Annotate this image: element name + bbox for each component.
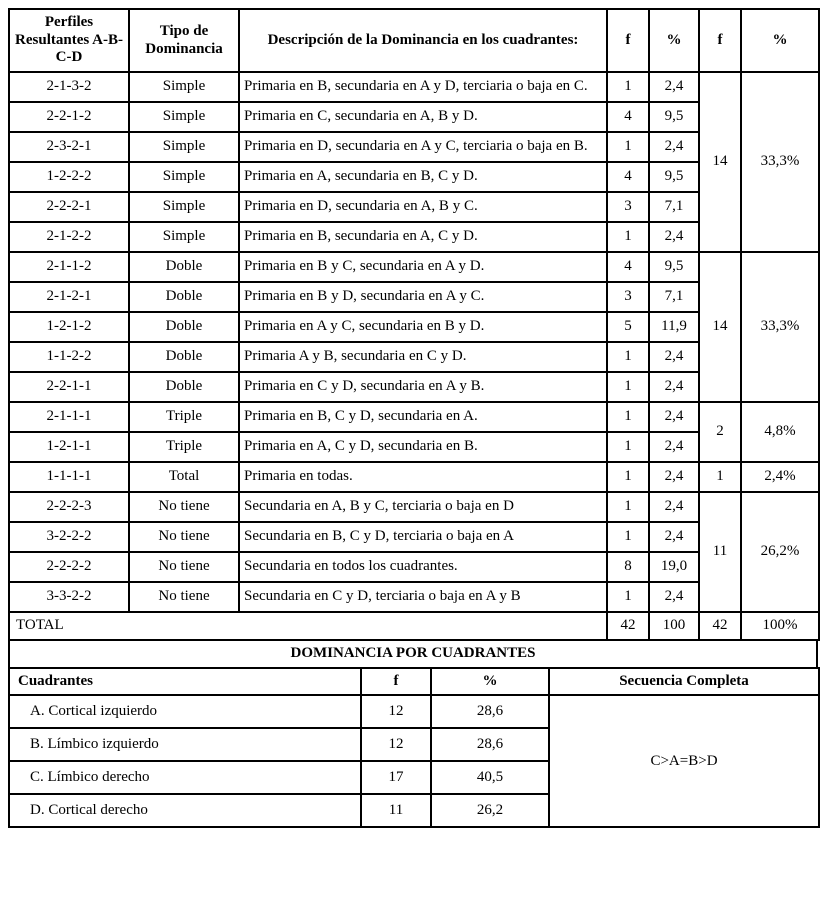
dominance-type-cell: Doble — [129, 312, 239, 342]
total-f2-cell: 42 — [699, 612, 741, 640]
group-percent-cell: 4,8% — [741, 402, 819, 462]
profile-cell: 2-1-2-1 — [9, 282, 129, 312]
dominance-type-cell: Simple — [129, 72, 239, 102]
description-cell: Primaria A y B, secundaria en C y D. — [239, 342, 607, 372]
quadrant-frequency-cell: 12 — [361, 728, 431, 761]
quadrants-pct-header: % — [431, 668, 549, 696]
percent-cell: 7,1 — [649, 282, 699, 312]
percent-cell: 2,4 — [649, 582, 699, 612]
percent-cell: 2,4 — [649, 222, 699, 252]
profile-row — [9, 132, 819, 162]
total-pct1-cell: 100 — [649, 612, 699, 640]
description-cell: Primaria en B, secundaria en A, C y D. — [239, 222, 607, 252]
section-title-bar — [8, 639, 818, 669]
frequency-cell: 4 — [607, 102, 649, 132]
profile-row — [9, 432, 819, 462]
percent-cell: 2,4 — [649, 462, 699, 492]
profile-cell: 2-3-2-1 — [9, 132, 129, 162]
dominance-type-cell: Total — [129, 462, 239, 492]
group-frequency-cell: 2 — [699, 402, 741, 462]
frequency-cell: 8 — [607, 552, 649, 582]
percent-cell: 9,5 — [649, 252, 699, 282]
profile-row — [9, 162, 819, 192]
profile-row — [9, 402, 819, 432]
frequency-cell: 1 — [607, 72, 649, 102]
group-frequency-cell: 14 — [699, 72, 741, 252]
profile-row — [9, 192, 819, 222]
profile-row — [9, 522, 819, 552]
dominance-type-cell: Doble — [129, 252, 239, 282]
profile-row — [9, 222, 819, 252]
dominance-type-cell: No tiene — [129, 582, 239, 612]
percent-cell: 2,4 — [649, 492, 699, 522]
percent-cell: 2,4 — [649, 432, 699, 462]
frequency-cell: 5 — [607, 312, 649, 342]
profile-cell: 2-1-2-2 — [9, 222, 129, 252]
profile-cell: 1-2-1-2 — [9, 312, 129, 342]
description-cell: Secundaria en B, C y D, terciaria o baja en A — [239, 522, 607, 552]
quadrant-label-cell: B. Límbico izquierdo — [9, 728, 361, 761]
quadrant-percent-cell: 26,2 — [431, 794, 549, 827]
profile-cell: 1-1-1-1 — [9, 462, 129, 492]
profile-row — [9, 252, 819, 282]
percent-cell: 2,4 — [649, 402, 699, 432]
description-cell: Secundaria en todos los cuadrantes. — [239, 552, 607, 582]
frequency-cell: 1 — [607, 582, 649, 612]
profile-cell: 3-2-2-2 — [9, 522, 129, 552]
description-cell: Primaria en B y D, secundaria en A y C. — [239, 282, 607, 312]
dominance-type-cell: No tiene — [129, 552, 239, 582]
description-cell: Primaria en todas. — [239, 462, 607, 492]
percent-cell: 7,1 — [649, 192, 699, 222]
description-cell: Secundaria en A, B y C, terciaria o baja en D — [239, 492, 607, 522]
sequence-value-cell: C>A=B>D — [549, 695, 819, 827]
frequency-cell: 1 — [607, 432, 649, 462]
dominance-type-cell: Doble — [129, 342, 239, 372]
quadrant-row — [9, 695, 819, 728]
percent-cell: 2,4 — [649, 522, 699, 552]
total-pct2-cell: 100% — [741, 612, 819, 640]
quadrants-table — [8, 667, 820, 829]
percent-cell: 9,5 — [649, 102, 699, 132]
group-percent-cell: 33,3% — [741, 252, 819, 402]
total-label-cell: TOTAL — [9, 612, 607, 640]
group-frequency-cell: 14 — [699, 252, 741, 402]
frequency-cell: 1 — [607, 522, 649, 552]
profile-cell: 2-2-1-1 — [9, 372, 129, 402]
quadrant-percent-cell: 28,6 — [431, 695, 549, 728]
group-frequency-cell: 1 — [699, 462, 741, 492]
quadrants-header-row — [9, 668, 819, 696]
profile-row — [9, 372, 819, 402]
dominance-type-cell: No tiene — [129, 492, 239, 522]
quadrant-percent-cell: 28,6 — [431, 728, 549, 761]
dominance-type-cell: Simple — [129, 192, 239, 222]
frequency-cell: 1 — [607, 222, 649, 252]
group-percent-cell: 33,3% — [741, 72, 819, 252]
description-cell: Primaria en A y C, secundaria en B y D. — [239, 312, 607, 342]
description-cell: Primaria en C, secundaria en A, B y D. — [239, 102, 607, 132]
percent-cell: 11,9 — [649, 312, 699, 342]
quadrants-col-header: Cuadrantes — [9, 668, 361, 696]
percent-cell: 2,4 — [649, 342, 699, 372]
main-table-body — [9, 72, 819, 612]
quadrant-label-cell: C. Límbico derecho — [9, 761, 361, 794]
description-cell: Primaria en D, secundaria en A y C, terciaria o baja en B. — [239, 132, 607, 162]
dominance-type-cell: Simple — [129, 102, 239, 132]
frequency-cell: 1 — [607, 402, 649, 432]
dominance-type-cell: Simple — [129, 162, 239, 192]
dominance-type-cell: Simple — [129, 132, 239, 162]
dominance-type-cell: Doble — [129, 372, 239, 402]
frequency-cell: 1 — [607, 462, 649, 492]
percent-cell: 19,0 — [649, 552, 699, 582]
frequency-cell: 4 — [607, 162, 649, 192]
percent-cell: 2,4 — [649, 72, 699, 102]
total-f1-cell: 42 — [607, 612, 649, 640]
frequency-cell: 3 — [607, 282, 649, 312]
profile-cell: 2-2-2-1 — [9, 192, 129, 222]
col-header-descripcion: Descripción de la Dominancia en los cuadrantes: — [239, 9, 607, 72]
frequency-cell: 4 — [607, 252, 649, 282]
profile-row — [9, 552, 819, 582]
profile-row — [9, 462, 819, 492]
frequency-cell: 1 — [607, 342, 649, 372]
quadrant-percent-cell: 40,5 — [431, 761, 549, 794]
quadrant-frequency-cell: 12 — [361, 695, 431, 728]
profile-row — [9, 582, 819, 612]
percent-cell: 9,5 — [649, 162, 699, 192]
frequency-cell: 3 — [607, 192, 649, 222]
profile-row — [9, 492, 819, 522]
description-cell: Primaria en B, secundaria en A y D, terciaria o baja en C. — [239, 72, 607, 102]
quadrant-frequency-cell: 11 — [361, 794, 431, 827]
description-cell: Primaria en B y C, secundaria en A y D. — [239, 252, 607, 282]
profile-cell: 1-2-2-2 — [9, 162, 129, 192]
description-cell: Primaria en B, C y D, secundaria en A. — [239, 402, 607, 432]
profile-row — [9, 102, 819, 132]
profile-cell: 2-2-2-2 — [9, 552, 129, 582]
description-cell: Primaria en D, secundaria en A, B y C. — [239, 192, 607, 222]
group-percent-cell: 2,4% — [741, 462, 819, 492]
profile-row — [9, 72, 819, 102]
percent-cell: 2,4 — [649, 372, 699, 402]
dominance-profiles-table — [8, 8, 820, 641]
profile-cell: 2-1-1-1 — [9, 402, 129, 432]
group-frequency-cell: 11 — [699, 492, 741, 612]
secuencia-header: Secuencia Completa — [549, 668, 819, 696]
col-header-tipo: Tipo de Dominancia — [129, 9, 239, 72]
dominance-type-cell: Doble — [129, 282, 239, 312]
total-row — [9, 612, 819, 640]
col-header-pct1: % — [649, 9, 699, 72]
profile-cell: 3-3-2-2 — [9, 582, 129, 612]
profile-row — [9, 282, 819, 312]
quadrants-f-header: f — [361, 668, 431, 696]
section-title: DOMINANCIA POR CUADRANTES — [9, 640, 817, 668]
col-header-f2: f — [699, 9, 741, 72]
description-cell: Primaria en A, secundaria en B, C y D. — [239, 162, 607, 192]
profile-cell: 2-1-3-2 — [9, 72, 129, 102]
quadrants-table-body — [9, 695, 819, 827]
frequency-cell: 1 — [607, 372, 649, 402]
dominance-type-cell: Triple — [129, 432, 239, 462]
percent-cell: 2,4 — [649, 132, 699, 162]
profile-cell: 2-1-1-2 — [9, 252, 129, 282]
profile-row — [9, 342, 819, 372]
col-header-f1: f — [607, 9, 649, 72]
quadrant-frequency-cell: 17 — [361, 761, 431, 794]
profile-cell: 2-2-2-3 — [9, 492, 129, 522]
group-percent-cell: 26,2% — [741, 492, 819, 612]
profile-cell: 1-1-2-2 — [9, 342, 129, 372]
col-header-pct2: % — [741, 9, 819, 72]
dominance-type-cell: Simple — [129, 222, 239, 252]
profile-row — [9, 312, 819, 342]
dominance-type-cell: Triple — [129, 402, 239, 432]
dominance-type-cell: No tiene — [129, 522, 239, 552]
main-header-row — [9, 9, 819, 72]
description-cell: Primaria en C y D, secundaria en A y B. — [239, 372, 607, 402]
description-cell: Secundaria en C y D, terciaria o baja en A y B — [239, 582, 607, 612]
description-cell: Primaria en A, C y D, secundaria en B. — [239, 432, 607, 462]
quadrant-label-cell: D. Cortical derecho — [9, 794, 361, 827]
profile-cell: 2-2-1-2 — [9, 102, 129, 132]
quadrant-label-cell: A. Cortical izquierdo — [9, 695, 361, 728]
col-header-perfiles: Perfiles Resultantes A-B-C-D — [9, 9, 129, 72]
frequency-cell: 1 — [607, 492, 649, 522]
frequency-cell: 1 — [607, 132, 649, 162]
profile-cell: 1-2-1-1 — [9, 432, 129, 462]
